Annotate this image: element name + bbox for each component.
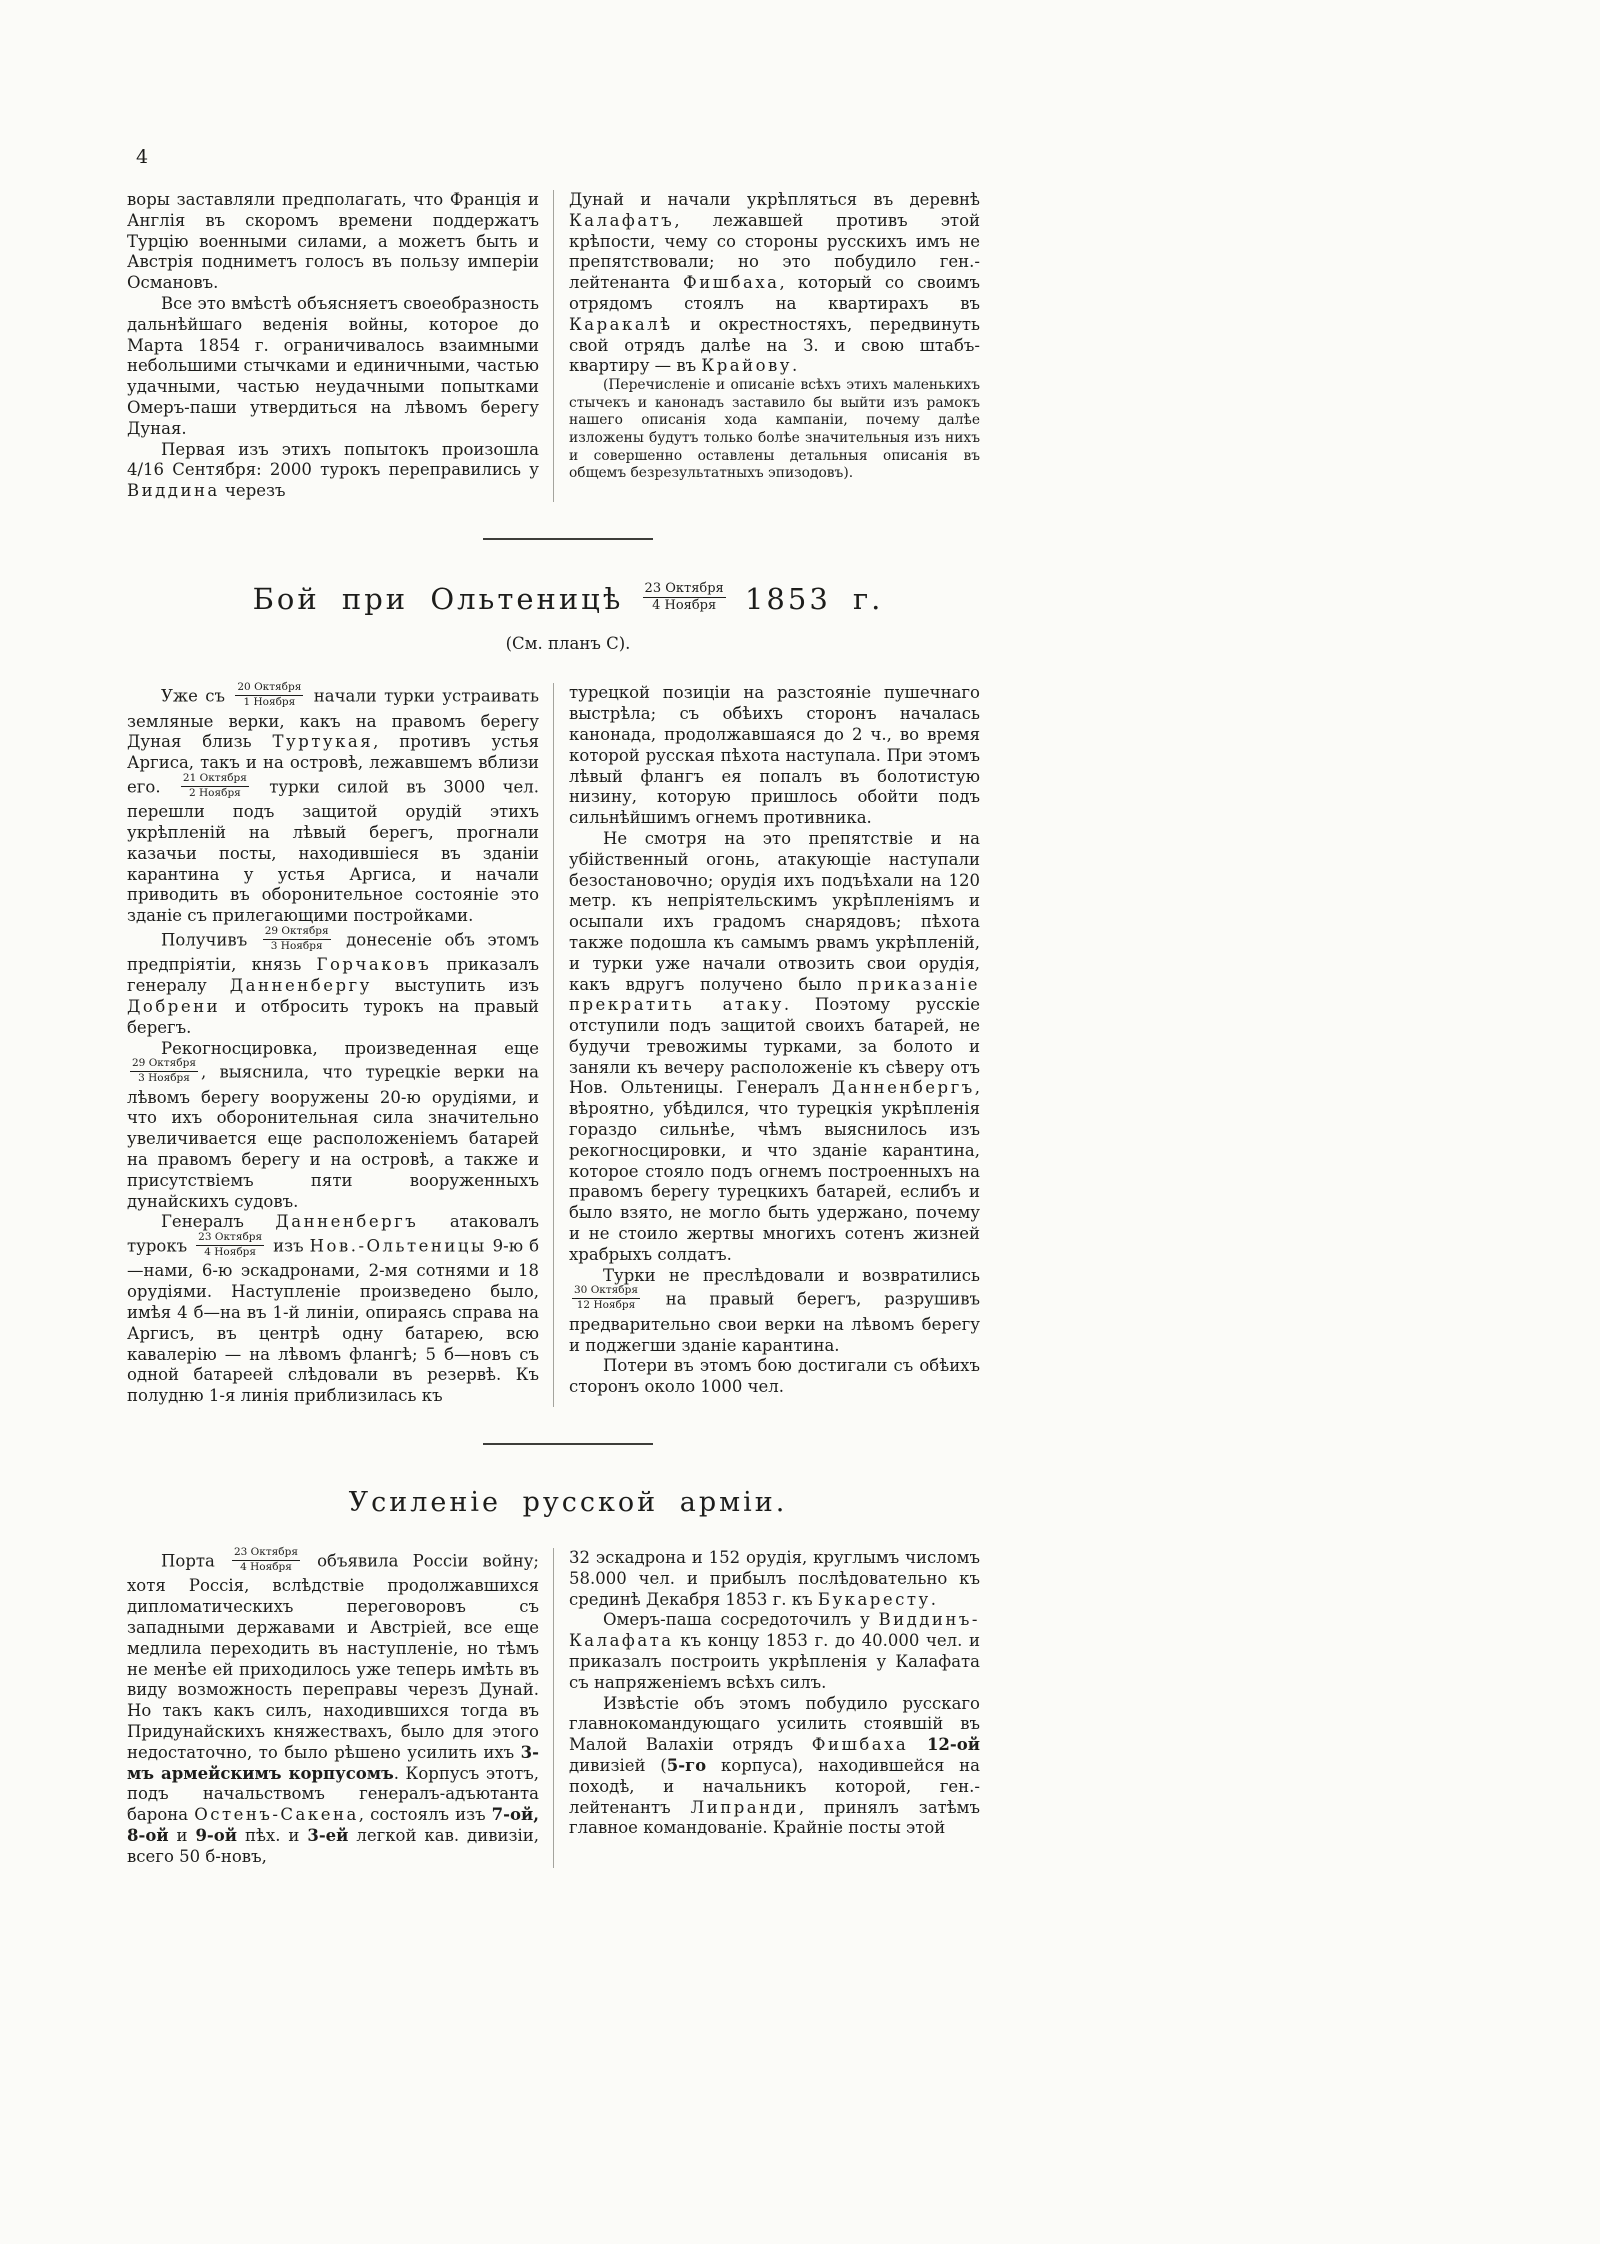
- text-run: Омеръ-паша сосредоточилъ у: [603, 1610, 879, 1630]
- section-divider: [483, 538, 653, 540]
- text-run: Турки не преслѣдовали и возвратились: [603, 1265, 980, 1285]
- text-run: донесеніе объ этомъ предпріятіи, князь: [127, 930, 539, 975]
- date-fraction-numerator: 21 Октября: [181, 772, 249, 787]
- emphasized-name: Каракалѣ: [569, 314, 673, 334]
- paragraph: [127, 1039, 539, 1213]
- paragraph: [127, 927, 539, 1038]
- emphasized-name: Добрени: [127, 996, 221, 1016]
- text-run: , состоялъ изъ: [358, 1805, 492, 1825]
- intro-left-column: [127, 190, 553, 502]
- text-run: 32 эскадрона и 152 орудія, круглымъ числомъ 58.000 чел. и прибылъ послѣдовательно къ срединѣ Декабря 1853 г. къ: [569, 1548, 980, 1609]
- text-run: Рекогносцировка, произведенная еще: [161, 1038, 539, 1058]
- text-run: Дунай и начали укрѣпляться въ деревнѣ: [569, 190, 980, 209]
- text-run: .: [792, 356, 798, 376]
- date-fraction: [263, 925, 331, 953]
- text-run: турки силой въ 3000 чел. перешли подъ защитой орудій этихъ укрѣпленій на лѣвый берегъ, прогнали казачьи посты, находившіеся въ зданіи карантина у устья Аргиса, и начали приводить въ оборонительное состояніе это зданіе съ прилегающими постройками.: [127, 777, 539, 926]
- date-fraction: [130, 1057, 198, 1085]
- page-number: 4: [136, 146, 149, 168]
- section-divider: [483, 1443, 653, 1445]
- text-run: изъ: [267, 1236, 310, 1256]
- text-run: Извѣстіе объ этомъ побудило русскаго главнокомандующаго усилить стоявшій въ Малой Валахіи отрядъ: [569, 1693, 980, 1755]
- paragraph: [569, 683, 980, 829]
- page-content: [127, 190, 1009, 1868]
- date-fraction-denominator: 12 Ноября: [576, 1299, 636, 1312]
- paragraph: [569, 1356, 980, 1398]
- emphasized-name: Крайову: [701, 356, 793, 376]
- bold-text: 7-ой, 8-ой: [127, 1805, 539, 1845]
- paragraph: [127, 683, 539, 927]
- date-fraction: [572, 1284, 640, 1312]
- text-run: турецкой позиціи на разстояніе пушечнаго выстрѣла; съ обѣихъ сторонъ началась канонада, продолжавшаяся до 2 ч., во время которой русская пѣхота наступала. При этомъ лѣвый флангъ ея попалъ въ болотистую низину, которую пришлось обойти подъ сильнѣйшимъ огнемъ противника.: [569, 683, 980, 828]
- text-run: . Корпусъ этотъ, подъ начальствомъ генералъ-адъютанта барона: [127, 1763, 540, 1825]
- date-fraction-numerator: 20 Октября: [235, 681, 303, 696]
- paragraph: [569, 1694, 980, 1840]
- bold-text: 5-го: [666, 1756, 707, 1776]
- paragraph: [127, 294, 539, 440]
- battle-left-column: [127, 683, 553, 1407]
- text-run: .: [930, 1589, 936, 1609]
- text-run: , выяснила, что турецкіе верки на лѣвомъ берегу вооружены 20-ю орудіями, и что ихъ оборонительная сила значительно увеличивается еще расположеніемъ батарей на правомъ берегу и на островѣ, а также и присутствіемъ пяти вооруженныхъ дунайскихъ судовъ.: [127, 1062, 539, 1211]
- text-run: къ концу 1853 г. до 40.000 чел. и приказалъ построить укрѣпленія у Калафата съ напряженіемъ всѣхъ силъ.: [569, 1631, 980, 1692]
- section-title-battle: [127, 582, 1009, 618]
- text-run: 9-ю б—нами, 6-ю эскадронами, 2-мя сотнями и 18 орудіями. Наступленіе произведено было, имѣя 4 б—на въ 1-й линіи, опираясь справа на Аргисъ, въ центрѣ одну батарею, всю кавалерію — на лѣвомъ флангѣ; 5 б—новъ съ одной батареей слѣдовали въ резервѣ. Къ полудню 1-я линія приблизилась къ: [127, 1236, 539, 1406]
- text-run: объявила Россіи войну; хотя Россія, вслѣдствіе продолжавшихся дипломатическихъ переговоровъ съ западными державами и Австріей, все еще медлила переходить въ наступленіе, но тѣмъ не менѣе ей приходилось уже теперь имѣть въ виду возможность переправы черезъ Дунай. Но такъ какъ силъ, находившихся тогда въ Придунайскихъ княжествахъ, было для этого недостаточно, то было рѣшено усилить ихъ: [127, 1551, 539, 1762]
- text-run: Не смотря на это препятствіе и на убійственный огонь, атакующіе наступали безостановочно; орудія ихъ подъѣхали на 120 метр. къ непріятельскимъ укрѣпленіямъ и осыпали ихъ градомъ снарядовъ; пѣхота также подошла къ самымъ рвамъ укрѣпленій, и турки уже начали отвозить свои орудія, какъ вдругъ получено было: [569, 828, 980, 994]
- date-fraction-numerator: 30 Октября: [572, 1284, 640, 1299]
- emphasized-name: Виддина: [127, 481, 220, 501]
- text-run: Все это вмѣстѣ объясняетъ своеобразность дальнѣйшаго веденія войны, которое до Марта 1854 г. ограничивалось взаимными небольшими стычками и единичными, частью удачными, частью неудачными попытками Омеръ-паши утвердиться на лѣвомъ берегу Дуная.: [127, 293, 539, 438]
- bold-text: 12-ой: [926, 1735, 980, 1755]
- text-run: приказалъ генералу: [127, 955, 539, 996]
- text-run: Генералъ: [161, 1212, 276, 1232]
- text-run: . Поэтому русскіе отступили подъ защитой своихъ батарей, не будучи тревожимы турками, за болото и заняли къ вечеру расположеніе къ сѣверу отъ Нов. Ольтеницы. Генералъ: [569, 995, 980, 1098]
- paragraph: [569, 1610, 980, 1693]
- battle-title-date-fraction: [643, 581, 726, 616]
- text-run: легкой кав. дивизіи, всего 50 б-новъ,: [127, 1825, 540, 1866]
- emphasized-name: приказаніе прекратить атаку: [569, 974, 980, 1015]
- section-title-reinforce: Усиленіе русской арміи.: [348, 1487, 788, 1519]
- bold-text: 3-мъ армейскимъ корпусомъ: [127, 1742, 539, 1783]
- emphasized-name: Липранди: [690, 1797, 799, 1817]
- paragraph: [569, 1266, 980, 1357]
- date-fraction-numerator: 23 Октября: [232, 1546, 300, 1561]
- date-fraction-denominator: 1 Ноября: [243, 695, 296, 708]
- text-run: Потери въ этомъ бою достигали съ обѣихъ сторонъ около 1000 чел.: [569, 1356, 980, 1397]
- text-run: , вѣроятно, убѣдился, что турецкія укрѣпленія гораздо сильнѣе, чѣмъ выяснилось изъ рекогносцировки, и что зданіе карантина, которое стояло подъ огнемъ построенныхъ на правомъ берегу турецкихъ батарей, еслибъ и было взято, не могло быть удержано, почему и не стоило жертвы многихъ сотенъ жизней храбрыхъ солдатъ.: [569, 1078, 980, 1264]
- paragraph: [127, 1212, 539, 1407]
- text-run: и окрестностяхъ, передвинуть свой отрядъ далѣе на З. и свою штабъ-квартиру — въ: [569, 314, 980, 376]
- text-run: , лежавшей противъ этой крѣпости, чему со стороны русскихъ имъ не препятствовали; но это побудило ген.-лейтенанта: [569, 210, 980, 293]
- emphasized-name: Фишбаха: [683, 273, 780, 293]
- text-run: выступить изъ: [371, 976, 539, 996]
- text-run: воры заставляли предполагать, что Франція и Англія въ скоромъ времени поддержатъ Турцію военными силами, а можетъ быть и Австрія подниметъ голосъ въ пользу имперіи Османовъ.: [127, 190, 539, 293]
- date-fraction-denominator: 2 Ноября: [189, 786, 241, 799]
- emphasized-name: Данненбергъ: [831, 1078, 975, 1098]
- date-fraction: [181, 772, 249, 800]
- emphasized-name: Фишбаха: [811, 1735, 909, 1755]
- date-fraction-numerator: 29 Октября: [130, 1057, 198, 1072]
- date-fraction-denominator: 3 Ноября: [270, 939, 323, 952]
- text-run: (Перечисленіе и описаніе всѣхъ этихъ маленькихъ стычекъ и канонадъ заставило бы выйти изъ рамокъ нашего описанія хода кампаніи, почему далѣе изложены будутъ только болѣе значительныя изъ нихъ и совершенно оставлены детальныя описанія въ общемъ безрезультатныхъ эпизодовъ).: [569, 377, 980, 482]
- emphasized-name: Калафатъ: [569, 210, 675, 230]
- emphasized-name: Данненбергу: [229, 976, 372, 996]
- date-fraction-denominator: 3 Ноября: [138, 1071, 190, 1084]
- emphasized-name: Нов.-Ольтеницы: [309, 1236, 487, 1256]
- date-fraction: [232, 1546, 300, 1574]
- date-fraction-denominator: 4 Ноября: [652, 598, 717, 614]
- emphasized-name: Горчаковъ: [316, 955, 432, 975]
- emphasized-name: Остенъ-Сакена: [194, 1805, 359, 1825]
- paragraph: [127, 190, 539, 294]
- text-run: начали турки устраивать земляные верки, какъ на правомъ берегу Дуная близь: [127, 686, 539, 752]
- text-run: Первая изъ этихъ попытокъ произошла 4/16 Сентября: 2000 турокъ переправились у: [127, 439, 539, 480]
- battle-title-year: 1853 г.: [744, 581, 884, 616]
- text-run: [908, 1735, 927, 1754]
- text-run: корпуса), находившейся на походѣ, и начальникъ которой, ген.-лейтенантъ: [569, 1756, 980, 1817]
- battle-right-column: [554, 683, 980, 1407]
- text-run: Порта: [161, 1551, 229, 1571]
- paragraph: [127, 440, 539, 502]
- text-run: и отбросить турокъ на правый берегъ.: [127, 996, 539, 1037]
- section-intro: [127, 190, 1009, 502]
- text-run: , принялъ затѣмъ главное командованіе. Крайніе посты этой: [569, 1797, 980, 1838]
- text-run: , который со своимъ отрядомъ стоялъ на квартирахъ въ: [569, 273, 980, 313]
- emphasized-name: Букаресту: [817, 1589, 931, 1609]
- bold-text: 9-ой: [195, 1825, 238, 1845]
- paragraph: [127, 1548, 539, 1867]
- reinforce-right-column: [554, 1548, 980, 1867]
- text-run: , противъ устья Аргиса, такъ и на островѣ, лежавшемъ вблизи его.: [127, 732, 539, 797]
- text-run: дивизіей (: [569, 1756, 667, 1776]
- emphasized-name: Виддинъ-Калафата: [569, 1610, 980, 1651]
- date-fraction-denominator: 4 Ноября: [240, 1560, 292, 1573]
- date-fraction-denominator: 4 Ноября: [204, 1245, 257, 1258]
- text-run: атаковалъ турокъ: [127, 1212, 539, 1256]
- date-fraction: [235, 681, 303, 709]
- emphasized-name: Данненбергъ: [275, 1212, 419, 1232]
- text-run: черезъ: [219, 481, 286, 501]
- battle-title-text: Бой при Ольтеницѣ: [252, 581, 624, 616]
- battle-subtitle: (См. планъ С).: [505, 634, 631, 654]
- text-run: Получивъ: [161, 930, 260, 950]
- text-run: на правый берегъ, разрушивъ предварительно свои верки на лѣвомъ берегу и поджегши зданіе карантина.: [569, 1290, 980, 1355]
- text-run: пѣх. и: [237, 1825, 308, 1845]
- date-fraction-numerator: 29 Октября: [263, 925, 331, 940]
- footnote-paragraph: [569, 377, 980, 483]
- intro-right-column: [554, 190, 980, 502]
- text-run: и: [168, 1825, 196, 1845]
- paragraph: [569, 190, 980, 377]
- emphasized-name: Туртукая: [272, 732, 374, 752]
- date-fraction-numerator: 23 Октября: [643, 581, 726, 599]
- bold-text: 3-ей: [307, 1825, 349, 1845]
- text-run: Уже съ: [161, 686, 233, 706]
- reinforce-left-column: [127, 1548, 553, 1867]
- paragraph: [569, 1548, 980, 1610]
- section-reinforce: [127, 1548, 1009, 1867]
- paragraph: [569, 829, 980, 1266]
- date-fraction-numerator: 23 Октября: [196, 1231, 264, 1246]
- section-battle: [127, 683, 1009, 1407]
- date-fraction: [196, 1231, 264, 1259]
